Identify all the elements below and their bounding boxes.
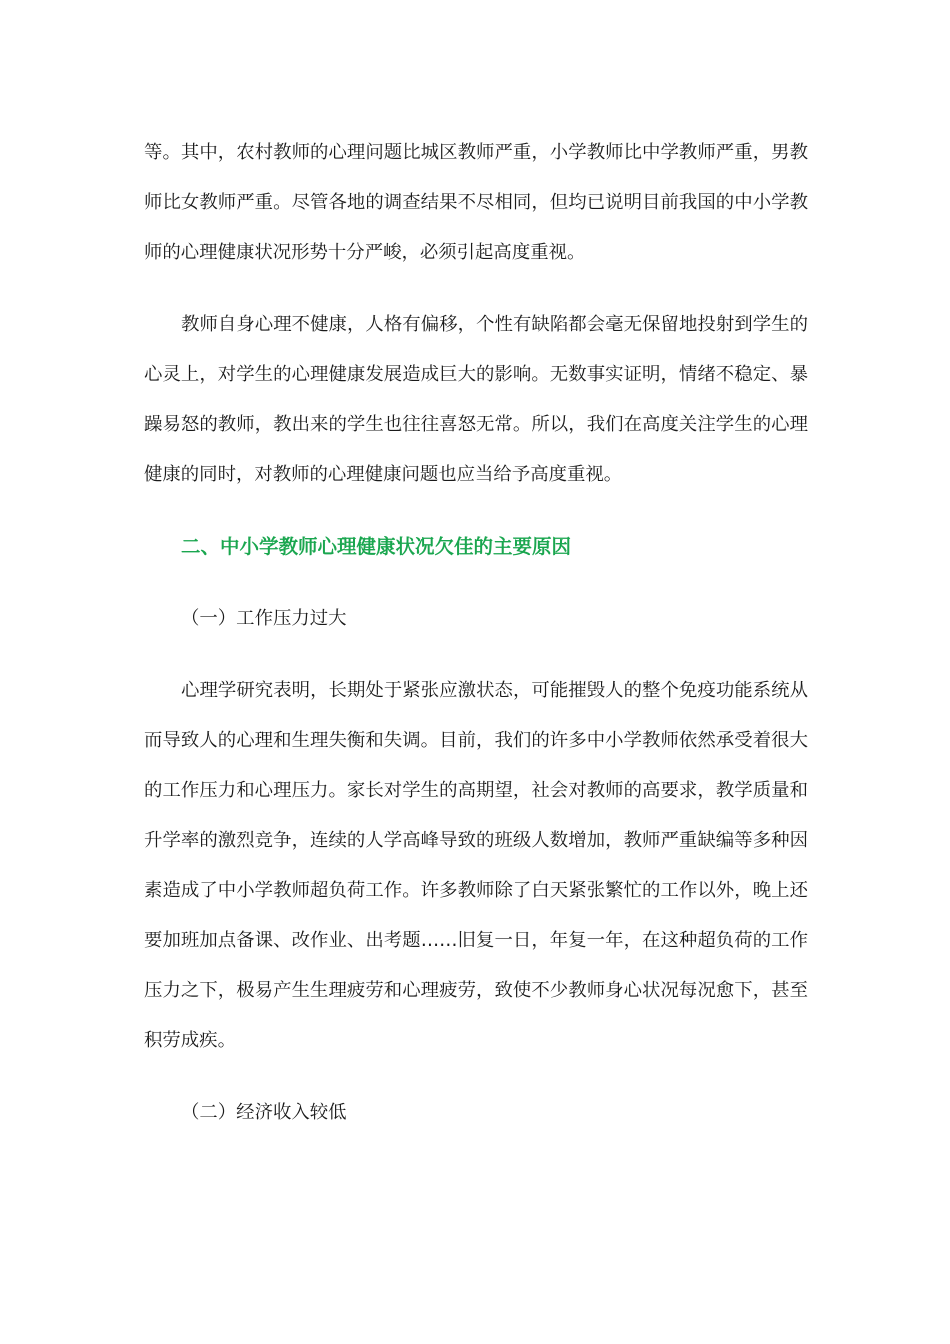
paragraph-gap: [144, 572, 808, 594]
subsection-heading-work-pressure: （一）工作压力过大: [181, 608, 347, 629]
paragraph-gap: [144, 278, 808, 300]
paragraph-gap: [144, 500, 808, 522]
paragraph-continued: 等。其中，农村教师的心理问题比城区教师严重，小学教师比中学教师严重，男教师比女教师严重。尽管各地的调查结果不尽相同，但均已说明目前我国的中小学教师的心理健康状况形势十分严峻，必须引起高度重视。: [144, 142, 808, 263]
paragraph-teacher-health: 教师自身心理不健康，人格有偏移，个性有缺陷都会毫无保留地投射到学生的心灵上，对学生的心理健康发展造成巨大的影响。无数事实证明，情绪不稳定、暴躁易怒的教师，教出来的学生也往往喜怒无常。所以，我们在高度关注学生的心理健康的同时，对教师的心理健康问题也应当给予高度重视。: [144, 314, 808, 485]
section-heading: 二、中小学教师心理健康状况欠佳的主要原因: [181, 535, 572, 558]
paragraph-gap: [144, 644, 808, 666]
document-body: [144, 128, 808, 1138]
subsection-heading-low-income: （二）经济收入较低: [181, 1102, 347, 1123]
paragraph-work-pressure: 心理学研究表明，长期处于紧张应激状态，可能摧毁人的整个免疫功能系统从而导致人的心理和生理失衡和失调。目前，我们的许多中小学教师依然承受着很大的工作压力和心理压力。家长对学生的高期望，社会对教师的高要求，教学质量和升学率的激烈竞争，连续的人学高峰导致的班级人数增加，教师严重缺编等多种因素造成了中小学教师超负荷工作。许多教师除了白天紧张繁忙的工作以外，晚上还要加班加点备课、改作业、出考题……旧复一日，年复一年，在这种超负荷的工作压力之下，极易产生生理疲劳和心理疲劳，致使不少教师身心状况每况愈下，甚至积劳成疾。: [144, 680, 808, 1051]
paragraph-gap: [144, 1066, 808, 1088]
